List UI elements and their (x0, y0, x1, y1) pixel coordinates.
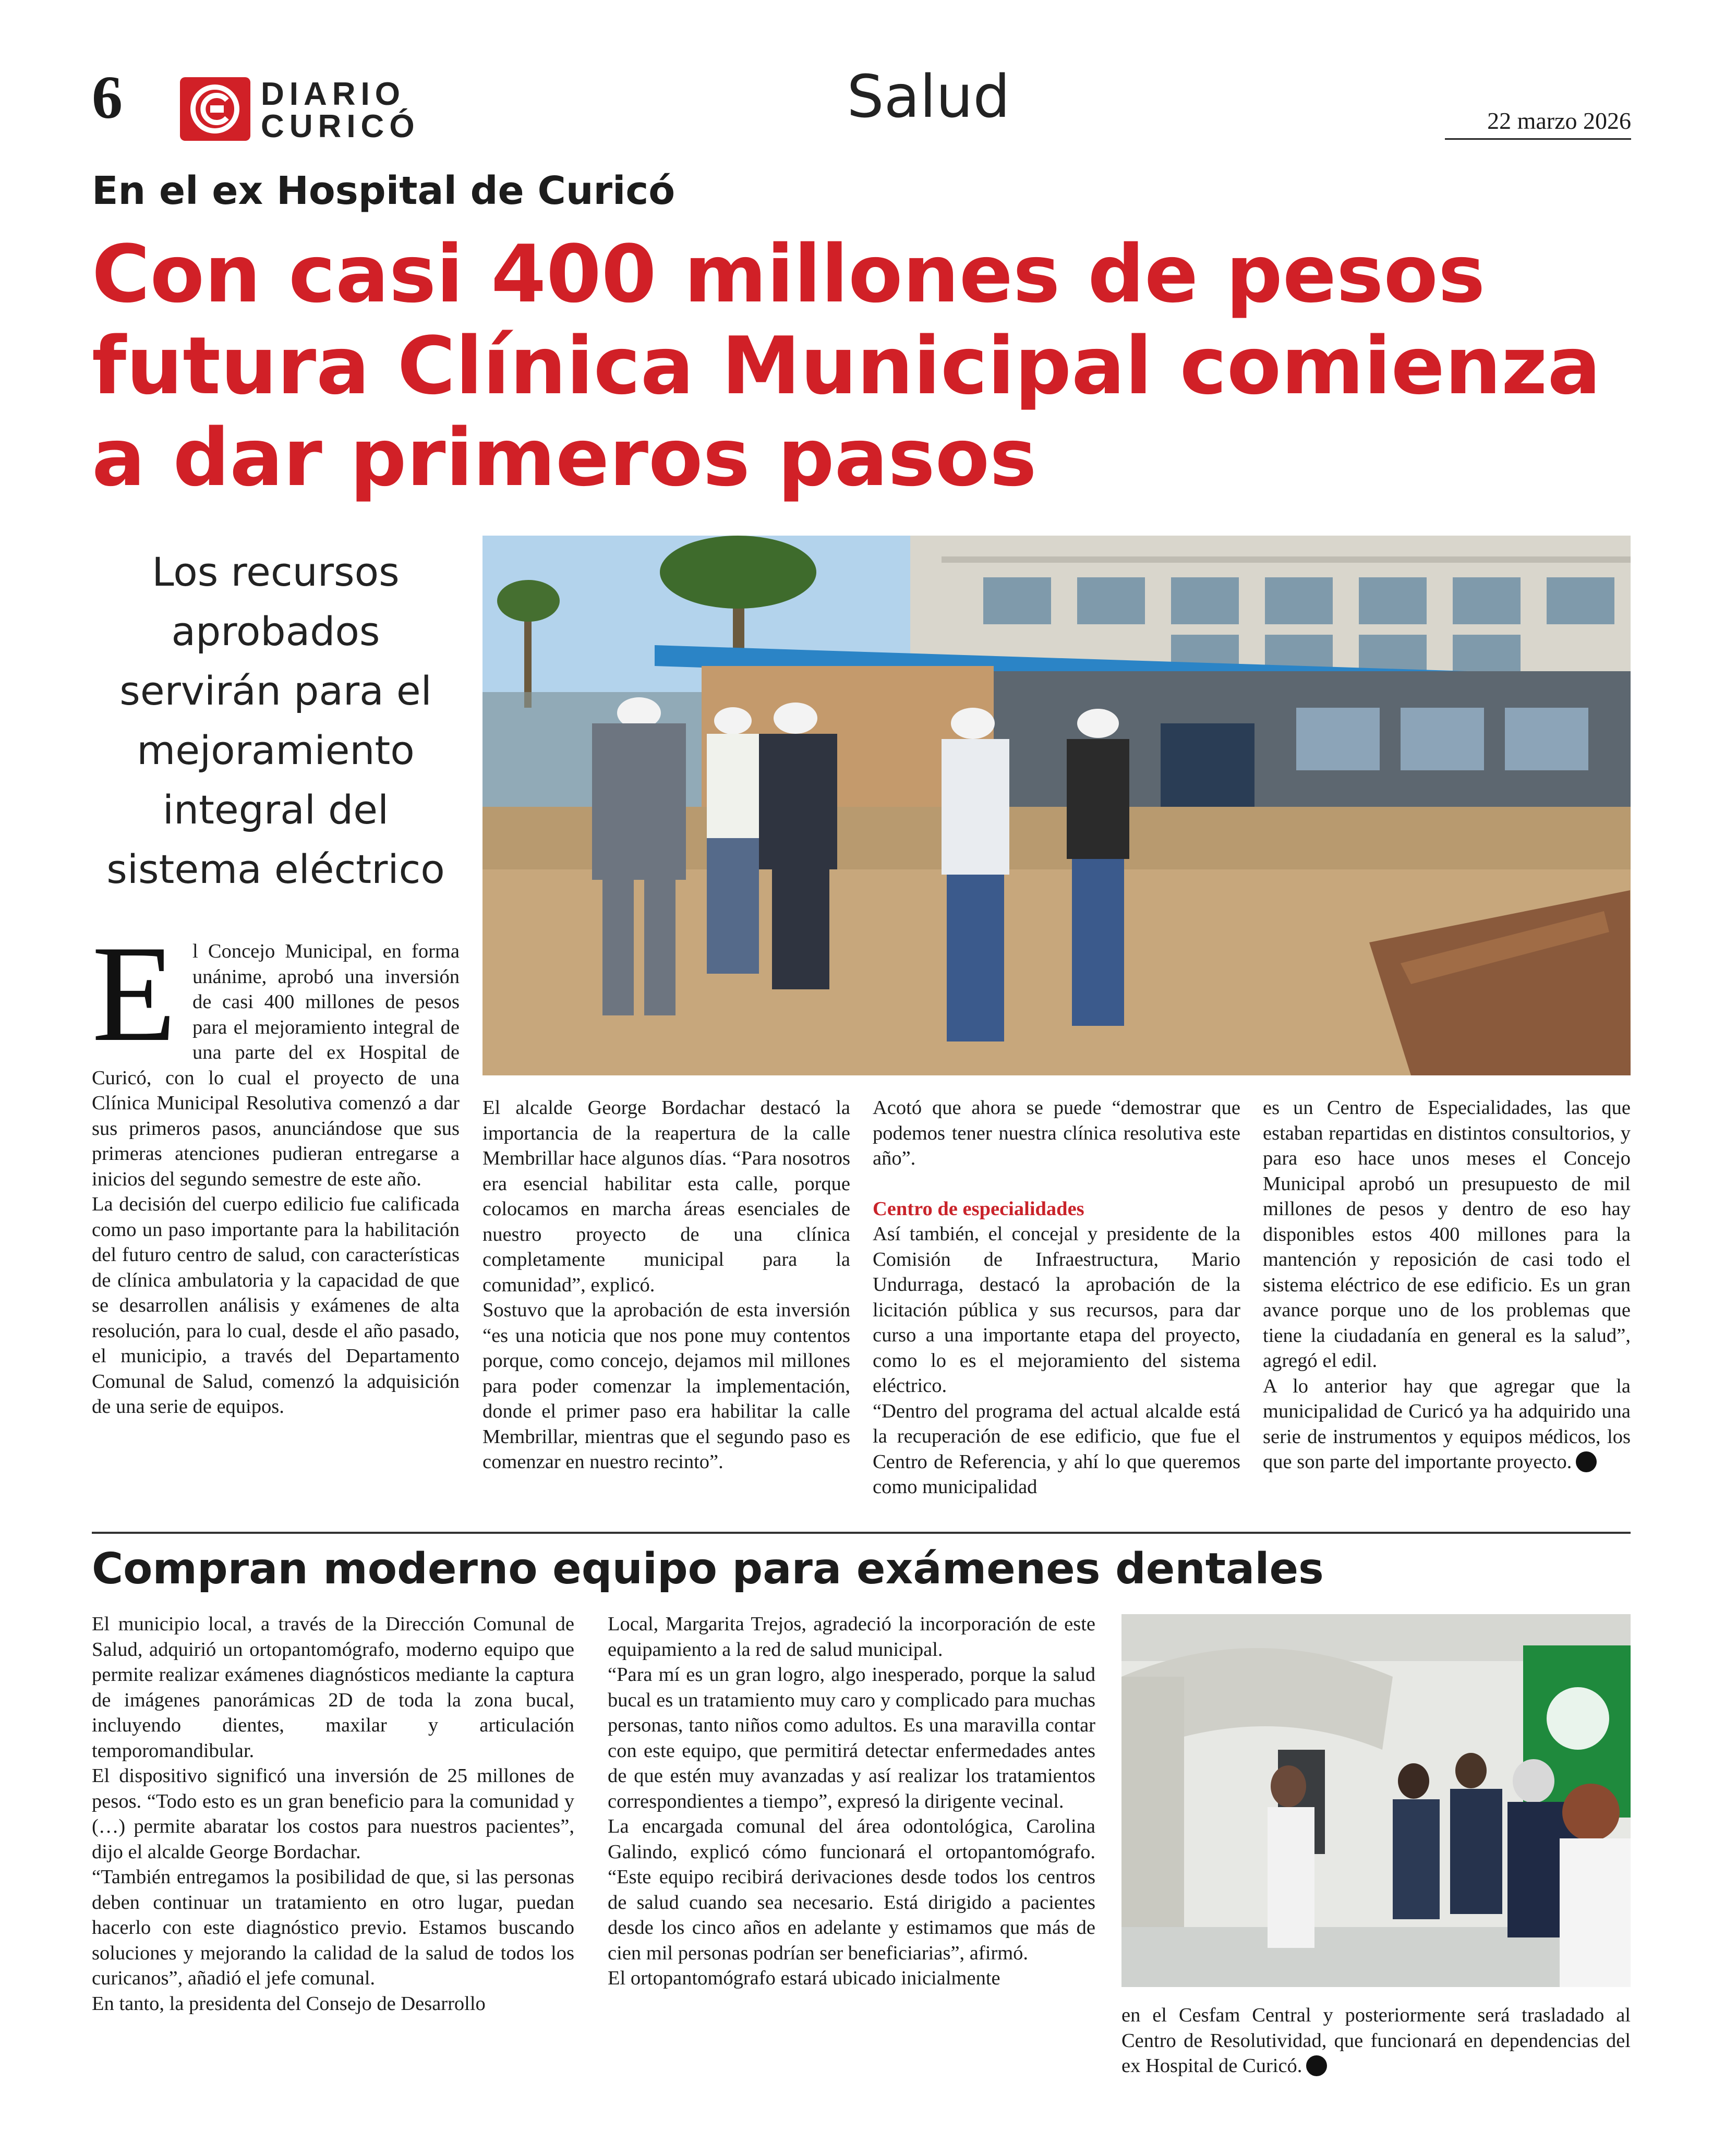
main-headline: Con casi 400 millones de pesos futura Clínica Municipal comienza a dar primeros pasos (92, 228, 1601, 504)
paragraph: “También entregamos la posibilidad de que, si las personas deben continuar un tratamiento en otro lugar, puedan hacerlo con este diagnóstico previo. Estamos buscando soluciones y mejorando la calidad de la salud de todos los curicanos”, añadió el jefe comunal. (92, 1866, 574, 1989)
paragraph: es un Centro de Especialidades, las que estaban repartidas en distintos consultorios, y para eso hace unos meses el Concejo Municipal aprobó un presupuesto de mil millones de pesos y dentro de eso hay disponibles estos 400 millones para la mantención y reposición de casi todo el sistema eléctrico de ese edificio. Es un gran avance porque uno de los problemas que tiene la ciudadanía en general es la salud”, agregó el edil. (1263, 1097, 1631, 1372)
deck-subheadline: Los recursos aprobados servirán para el mejoramiento integral del sistema eléctrico (106, 549, 445, 892)
paragraph: Sostuvo que la aprobación de esta inversión “es una noticia que nos pone muy contentos porque, como concejo, dejamos mil millones para poder comenzar la implementación, donde el primer paso era habilitar la calle Membrillar, mientras que el segundo paso es comenzar en nuestro recinto”. (482, 1299, 850, 1473)
drop-cap: E (92, 917, 176, 1070)
diario-curico-logo-icon (180, 77, 250, 141)
end-of-article-icon (1576, 1451, 1597, 1472)
paragraph-with-endmark (1121, 2003, 1631, 2079)
paragraph: El alcalde George Bordachar destacó la importancia de la reapertura de la calle Membrillar hace algunos días. “Para nosotros era esencial habilitar esta calle, porque colocamos en marcha áreas esenciales de nuestro proyecto de una clínica completamente municipal para la comunidad”, explicó. (482, 1097, 850, 1296)
paragraph: El municipio local, a través de la Dirección Comunal de Salud, adquirió un ortopantomógrafo, moderno equipo que permite realizar exámenes diagnósticos mediante la captura de imágenes panorámicas 2D de toda la zona bucal, incluyendo dientes, maxilar y articulación temporomandibular. (92, 1613, 574, 1762)
page-number: 6 (92, 63, 123, 131)
paragraph: A lo anterior hay que agregar que la municipalidad de Curicó ya ha adquirido una serie de instrumentos y equipos médicos, los que son parte del importante proyecto. (1263, 1375, 1631, 1473)
story1-column-4 (1263, 1095, 1631, 1475)
paragraph: Así también, el concejal y presidente de la Comisión de Infraestructura, Mario Undurraga, destacó la aprobación de la licitación pública y sus recursos, para dar curso a una importante etapa del proyecto, como lo es el mejoramiento del sistema eléctrico. (873, 1223, 1240, 1397)
brand-name (261, 78, 420, 143)
paragraph: El dispositivo significó una inversión de 25 millones de pesos. “Todo esto es un gran beneficio para la comunidad y (…) permite abaratar los costos para nuestros pacientes”, dijo el alcalde George Bordachar. (92, 1765, 574, 1863)
paragraph: Local, Margarita Trejos, agradeció la incorporación de este equipamiento a la red de salud municipal. (608, 1613, 1095, 1661)
story1-column-2 (482, 1095, 850, 1475)
paragraph: l Concejo Municipal, en forma unánime, aprobó una inversión de casi 400 millones de pesos para el mejoramiento integral de una parte del ex Hospital de Curicó, con lo cual el proyecto de una Clínica Municipal Resolutiva comenzó a dar sus primeros pasos, anunciándose que sus primeras atenciones pudieran entregarse a inicios del segundo semestre de este año. (92, 940, 460, 1190)
paragraph-with-endmark (1263, 1374, 1631, 1475)
end-of-article-icon (1306, 2055, 1327, 2076)
issue-date: 22 marzo 2026 (1487, 107, 1631, 134)
brand-line-1: DIARIO (261, 76, 405, 112)
paragraph: “Dentro del programa del actual alcalde está la recuperación de ese edificio, que fue el Centro de Referencia, y ahí lo que queremos como municipalidad (873, 1400, 1240, 1498)
story2-column-3 (1121, 2003, 1631, 2079)
paragraph: en el Cesfam Central y posteriormente será trasladado al Centro de Resolutividad, que funcionará en dependencias del ex Hospital de Curicó. (1121, 2004, 1631, 2077)
paragraph: Acotó que ahora se puede “demostrar que podemos tener nuestra clínica resolutiva este año”. (873, 1097, 1240, 1169)
secondary-headline: Compran moderno equipo para exámenes dentales (92, 1544, 1324, 1594)
story1-column-3 (873, 1095, 1240, 1500)
hospital-site-photo (482, 536, 1631, 1075)
story2-column-2 (608, 1612, 1095, 1991)
section-title: Salud (847, 63, 1010, 131)
paragraph: La decisión del cuerpo edilicio fue calificada como un paso importante para la habilitación del futuro centro de salud, con características de clínica ambulatoria y la capacidad de que se desarrollen análisis y exámenes de alta resolución, para lo cual, desde el año pasado, el municipio, a través del Departamento Comunal de Salud, comenzó la adquisición de una serie de equipos. (92, 1193, 460, 1418)
date-underline (1445, 138, 1631, 140)
paragraph: En tanto, la presidenta del Consejo de Desarrollo (92, 1992, 486, 2015)
story-divider (92, 1532, 1631, 1534)
paragraph: La encargada comunal del área odontológica, Carolina Galindo, explicó cómo funcionará el ortopantomógrafo. “Este equipo recibirá derivaciones desde todos los centros de salud cuando sea necesario. Está dirigido a pacientes desde los cinco años en adelante y estimamos que más de cien mil personas podrían ser beneficiarias”, afirmó. (608, 1815, 1095, 1964)
brand-line-2: CURICÓ (261, 108, 420, 144)
paragraph: “Para mí es un gran logro, algo inesperado, porque la salud bucal es un tratamiento muy caro y complicado para muchas personas, tanto niños como adultos. Es una maravilla contar con este equipo, que permitirá detectar enfermedades antes de que estén muy avanzadas y así realizar los tratamientos correspondientes a tiempo”, expresó la dirigente vecinal. (608, 1664, 1095, 1812)
paragraph: El ortopantomógrafo estará ubicado inicialmente (608, 1967, 1000, 1989)
kicker: En el ex Hospital de Curicó (92, 168, 675, 213)
dental-equipment-photo (1121, 1614, 1631, 1987)
story2-column-1 (92, 1612, 574, 2016)
section-subhead: Centro de especialidades (873, 1197, 1084, 1220)
story1-column-1 (92, 917, 460, 1420)
